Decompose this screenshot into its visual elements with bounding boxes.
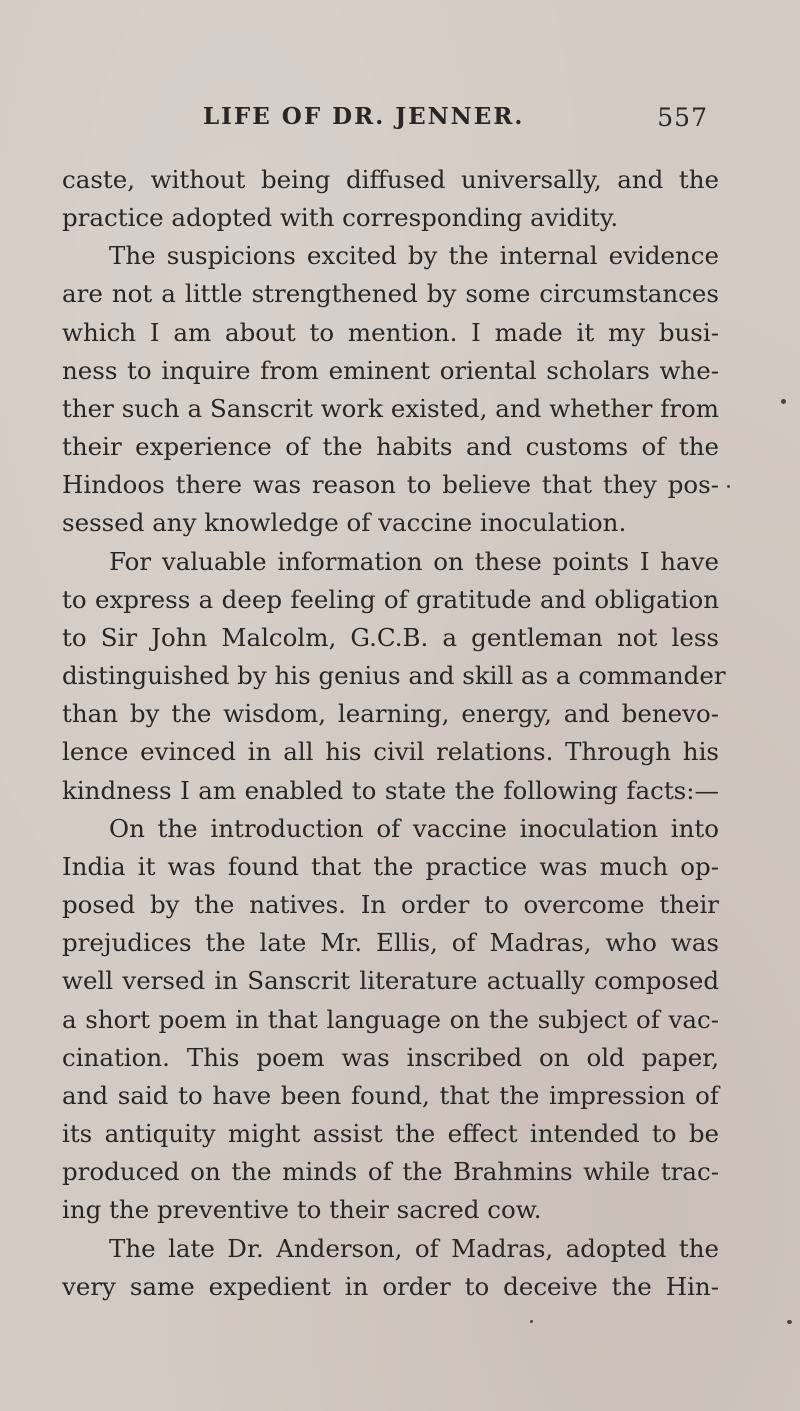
text-line: ing the preventive to their sacred cow. — [62, 1195, 542, 1224]
text-line: their experience of the habits and customs of the — [62, 432, 719, 461]
page-number: 557 — [657, 103, 708, 132]
text-line: well versed in Sanscrit literature actually composed — [62, 966, 719, 995]
paper-blemish — [787, 1320, 792, 1324]
text-line: produced on the minds of the Brahmins while trac- — [62, 1157, 719, 1186]
text-line: practice adopted with corresponding avidity. — [62, 203, 619, 232]
text-line: are not a little strengthened by some circumstances — [62, 279, 719, 308]
text-line: very same expedient in order to deceive the Hin- — [62, 1272, 719, 1301]
text-line: The late Dr. Anderson, of Madras, adopted the — [109, 1234, 719, 1263]
text-line: Hindoos there was reason to believe that they pos- — [62, 470, 719, 499]
text-line: to Sir John Malcolm, G.C.B. a gentleman not less — [62, 623, 719, 652]
text-line: and said to have been found, that the impression of — [62, 1081, 719, 1110]
text-line: For valuable information on these points I have — [109, 547, 719, 576]
text-line: a short poem in that language on the subject of vac- — [62, 1005, 719, 1034]
text-line: ther such a Sanscrit work existed, and whether from — [62, 394, 719, 423]
text-line: kindness I am enabled to state the following facts:— — [62, 776, 719, 805]
text-line: sessed any knowledge of vaccine inoculation. — [62, 508, 627, 537]
text-line: cination. This poem was inscribed on old paper, — [62, 1043, 719, 1072]
text-line: posed by the natives. In order to overcome their — [62, 890, 719, 919]
text-line: caste, without being diffused universally, and the — [62, 165, 719, 194]
text-line: prejudices the late Mr. Ellis, of Madras, who was — [62, 928, 719, 957]
running-header — [203, 103, 708, 133]
text-line: than by the wisdom, learning, energy, and benevo- — [62, 699, 719, 728]
text-line: ness to inquire from eminent oriental scholars whe- — [62, 356, 719, 385]
text-line: its antiquity might assist the effect intended to be — [62, 1119, 719, 1148]
text-line: distinguished by his genius and skill as a commander — [62, 661, 726, 690]
paper-blemish — [727, 485, 730, 488]
text-line: to express a deep feeling of gratitude and obligation — [62, 585, 719, 614]
text-line: The suspicions excited by the internal evidence — [109, 241, 719, 270]
running-title: LIFE OF DR. JENNER. — [203, 103, 525, 130]
text-line: On the introduction of vaccine inoculation into — [109, 814, 719, 843]
paper-blemish — [781, 399, 786, 404]
paper-blemish — [530, 1320, 533, 1323]
text-line: lence evinced in all his civil relations. Through his — [62, 737, 719, 766]
text-line: which I am about to mention. I made it my busi- — [62, 318, 719, 347]
text-line: India it was found that the practice was much op- — [62, 852, 719, 881]
